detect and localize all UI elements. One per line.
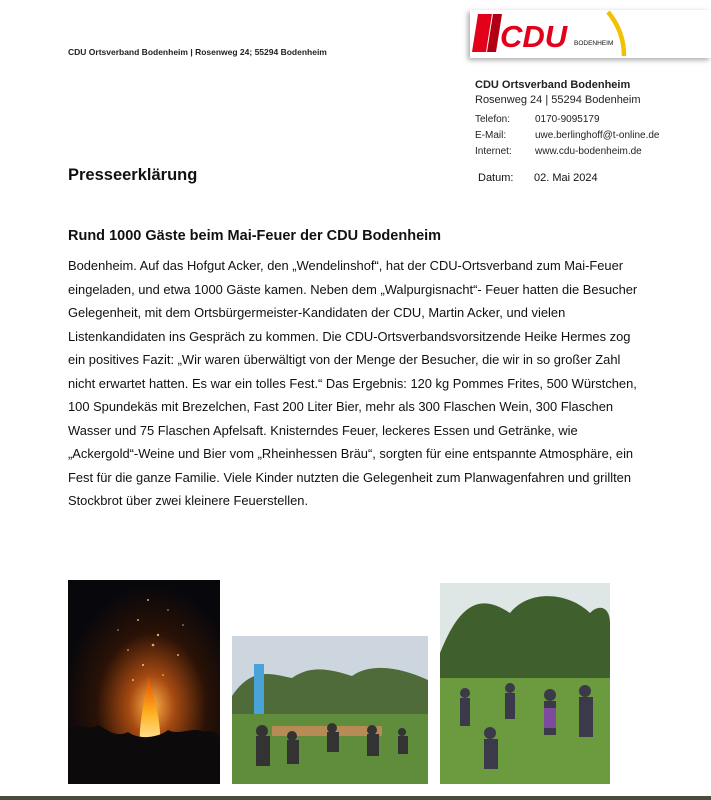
contact-address: Rosenweg 24 | 55294 Bodenheim [475,94,641,106]
contact-row-phone [475,112,641,128]
cdu-logo-graphic [470,10,711,58]
document-title: Presseerklärung [68,166,198,184]
date-row [478,172,598,184]
contact-block [475,78,660,160]
cdu-logo [470,10,711,58]
contact-label: Telefon: [475,114,511,125]
date-label: Datum: [478,172,514,184]
press-release-body: Bodenheim. Auf das Hofgut Acker, den „Wendelinshof“, hat der CDU-Ortsverband zum Mai-Feuer eingeladen, und etwa 1000 Gäste kamen. Neben dem „Walpurgisnacht“- Feuer hatten die Besucher Gelegenheit, mit dem Ortsbürgermeister-Kandidaten der CDU, Martin Acker, und vielen Listenkandidaten ins Gespräch zu kommen. Die CDU-Ortsverbandsvorsitzende Heike Hermes zog ein positives Fazit: „Wir waren überwältigt von der Menge der Besucher, die wir in so großer Zahl nicht erwartet hatten. Es war ein tolles Fest.“ Das Ergebnis: 120 kg Pommes Frites, 500 Würstchen, 100 Spundekäs mit Brezelchen, Fast 200 Liter Bier, mehr als 300 Flaschen Wein, 300 Flaschen Wasser und 75 Flaschen Apfelsaft. Knisterndes Feuer, leckeres Essen und Getränke, wie „Ackergold“-Weine und Bier vom „Rheinhessen Bräu“, sorgten für eine entspannte Atmosphäre, ein Fest für die ganze Familie. Viele Kinder nutzten die Gelegenheit zum Planwagenfahren und grillten Stockbrot über zwei kleinere Feuerstellen. [68,258,638,508]
contact-label: E-Mail: [475,130,507,141]
sender-line: CDU Ortsverband Bodenheim | Rosenweg 24; 55294 Bodenheim [68,47,327,57]
photo-festival-tables [232,636,428,784]
contact-row-web [475,144,641,160]
date-value: 02. Mai 2024 [534,172,598,184]
contact-email[interactable]: uwe.berlinghoff@t-online.de [535,130,660,141]
contact-row-email [475,128,660,144]
contact-website[interactable]: www.cdu-bodenheim.de [535,146,642,157]
headline: Rund 1000 Gäste beim Mai-Feuer der CDU Bodenheim [68,228,442,244]
contact-phone: 0170-9095179 [535,114,600,125]
photo-kids-meadow [440,583,610,784]
logo-swoosh [608,12,624,56]
contact-label: Internet: [475,146,512,157]
photo-bonfire [68,580,220,784]
contact-org: CDU Ortsverband Bodenheim [475,79,631,91]
logo-sub: BODENHEIM [574,40,614,47]
logo-mark: CDU [500,19,568,54]
footer-bar [0,796,711,800]
